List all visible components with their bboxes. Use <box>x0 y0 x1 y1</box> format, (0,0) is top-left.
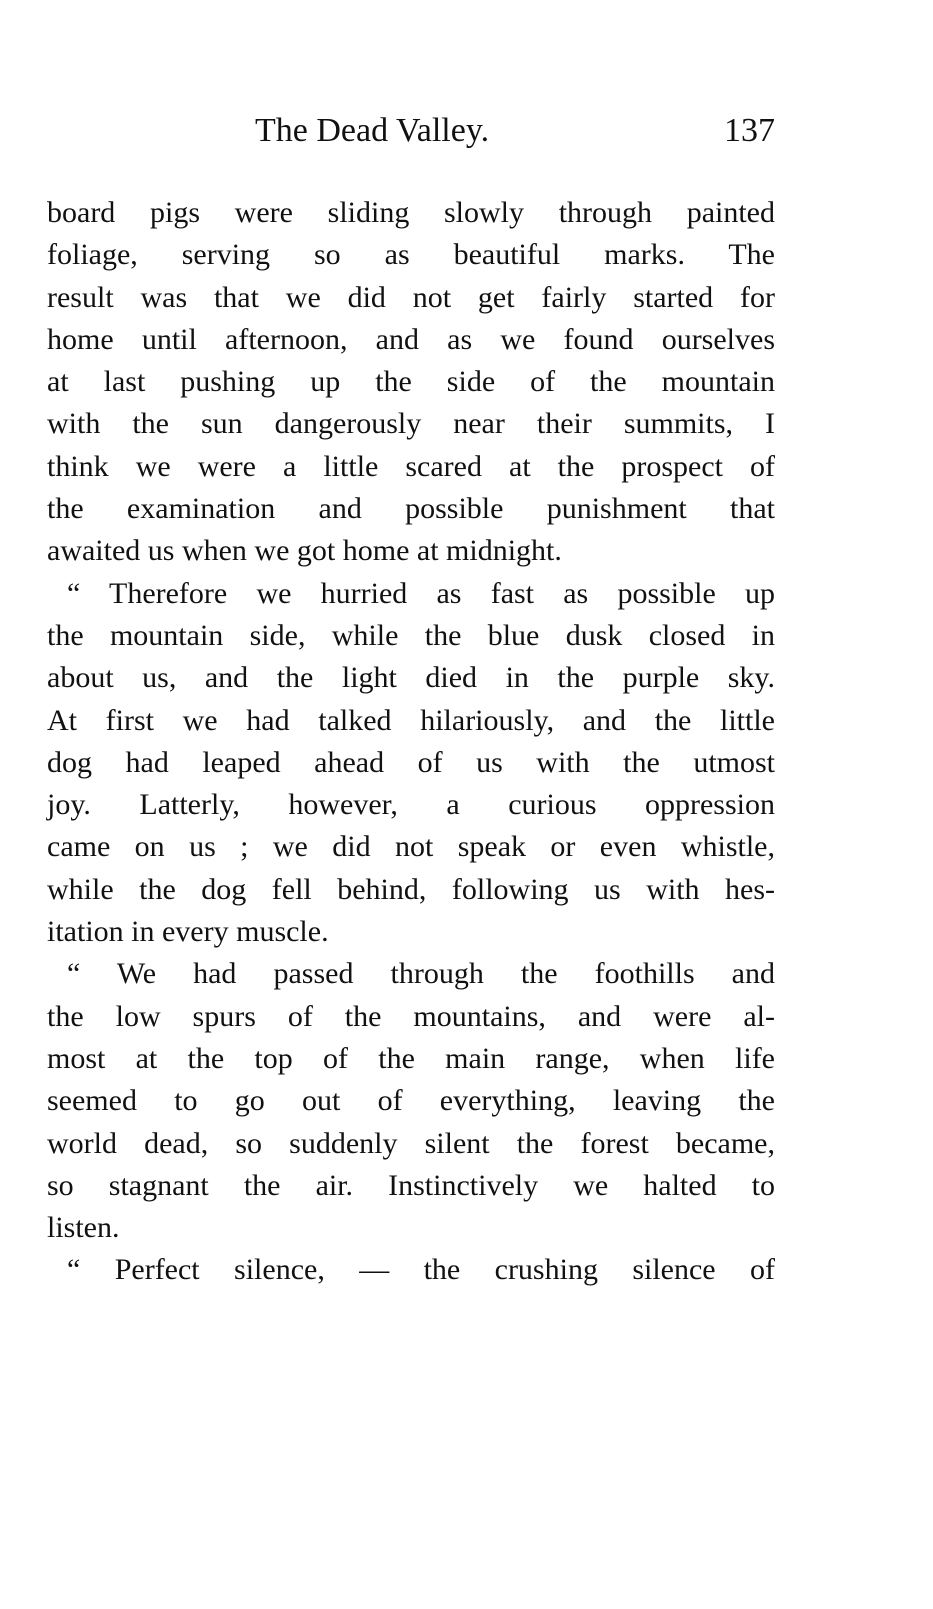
text-line: “ Therefore we hurried as fast as possible up <box>67 576 775 610</box>
text-line: at last pushing up the side of the mountain <box>47 365 775 399</box>
text-line: while the dog fell behind, following us with hes- <box>47 872 775 906</box>
text-line: world dead, so suddenly silent the forest became, <box>47 1126 775 1160</box>
text-line: with the sun dangerously near their summits, I <box>47 407 775 441</box>
text-line: “ We had passed through the foothills and <box>67 957 775 991</box>
text-line: result was that we did not get fairly started for <box>47 280 775 314</box>
text-line: so stagnant the air. Instinctively we halted to <box>47 1168 775 1202</box>
text-line: the mountain side, while the blue dusk closed in <box>47 618 775 652</box>
text-line: the examination and possible punishment that <box>47 492 775 526</box>
text-line: seemed to go out of everything, leaving the <box>47 1084 775 1118</box>
text-line: most at the top of the main range, when life <box>47 1041 775 1075</box>
text-line: board pigs were sliding slowly through painted <box>47 196 775 229</box>
text-line: came on us ; we did not speak or even whistle, <box>47 830 775 864</box>
text-line: itation in every muscle. <box>47 915 329 949</box>
text-line: joy. Latterly, however, a curious oppression <box>47 788 775 822</box>
running-title: The Dead Valley. <box>255 112 490 149</box>
text-line: dog had leaped ahead of us with the utmost <box>47 745 775 779</box>
text-line: about us, and the light died in the purple sky. <box>47 661 775 695</box>
text-line: home until afternoon, and as we found ourselves <box>47 322 775 356</box>
running-header <box>255 112 775 156</box>
text-line: listen. <box>47 1211 120 1245</box>
text-line: think we were a little scared at the prospect of <box>47 449 775 483</box>
text-line: the low spurs of the mountains, and were al- <box>47 999 775 1033</box>
text-line: At first we had talked hilariously, and the little <box>47 703 775 737</box>
text-line: “ Perfect silence, — the crushing silence of <box>67 1253 775 1287</box>
page-body-text <box>47 192 775 1292</box>
text-line: foliage, serving so as beautiful marks. The <box>47 238 775 272</box>
page-number: 137 <box>724 112 775 149</box>
text-line: awaited us when we got home at midnight. <box>47 534 562 568</box>
